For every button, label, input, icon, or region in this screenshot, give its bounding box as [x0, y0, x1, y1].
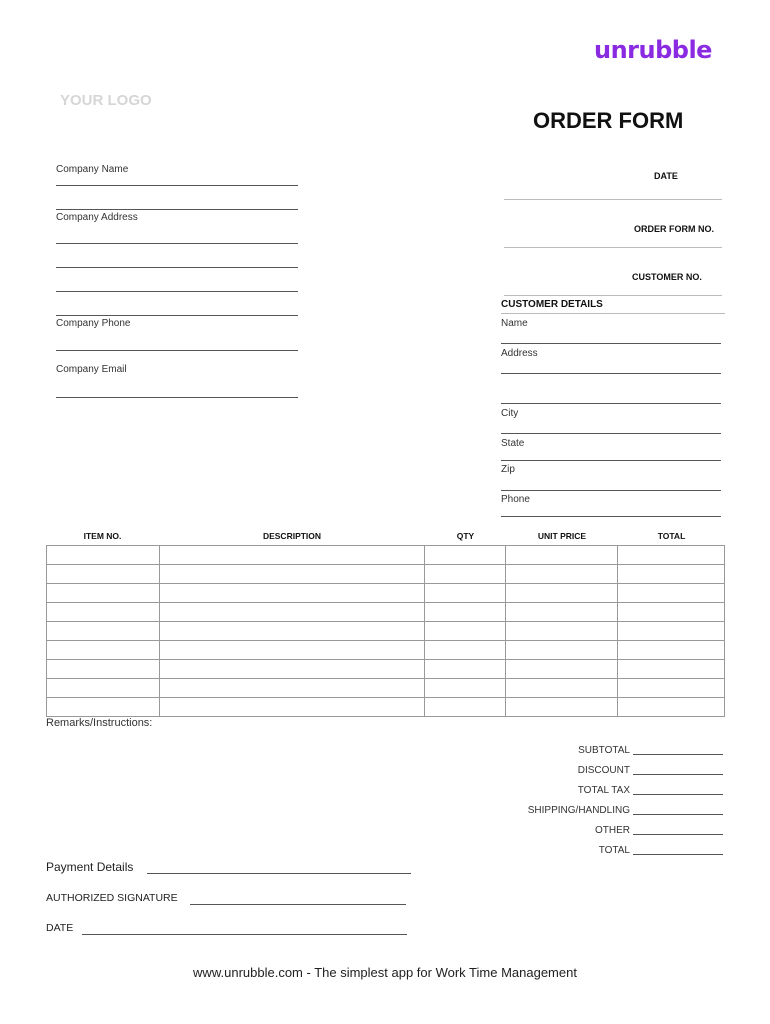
brand-logo: unrubble: [594, 36, 712, 64]
table-row: [47, 679, 725, 698]
table-cell[interactable]: [506, 603, 618, 622]
table-cell[interactable]: [159, 546, 425, 565]
table-cell[interactable]: [506, 565, 618, 584]
table-row: [47, 584, 725, 603]
table-row: [47, 660, 725, 679]
summary-row-shipping: [490, 800, 723, 820]
remarks-label: Remarks/Instructions:: [46, 717, 153, 729]
customer-state-label: State: [501, 438, 525, 449]
table-cell[interactable]: [618, 641, 725, 660]
payment-details-label: Payment Details: [46, 860, 134, 874]
company-address-line-4[interactable]: [56, 315, 298, 316]
table-row: [47, 622, 725, 641]
table-cell[interactable]: [618, 622, 725, 641]
page-title: ORDER FORM: [533, 108, 684, 133]
discount-line[interactable]: [633, 774, 723, 775]
customer-address-label: Address: [501, 348, 538, 359]
company-address-line-3[interactable]: [56, 291, 298, 292]
header-qty: QTY: [456, 531, 475, 541]
company-address-label: Company Address: [56, 212, 138, 223]
table-cell[interactable]: [618, 698, 725, 717]
bottom-date-line[interactable]: [82, 934, 407, 935]
table-row: [47, 546, 725, 565]
table-cell[interactable]: [159, 679, 425, 698]
customer-name-label: Name: [501, 318, 528, 329]
date-line[interactable]: [504, 199, 722, 200]
signature-line[interactable]: [190, 904, 406, 905]
company-phone-label: Company Phone: [56, 318, 131, 329]
table-cell[interactable]: [425, 584, 506, 603]
table-cell[interactable]: [159, 622, 425, 641]
table-cell[interactable]: [618, 584, 725, 603]
table-cell[interactable]: [47, 641, 160, 660]
table-cell[interactable]: [506, 584, 618, 603]
table-cell[interactable]: [618, 679, 725, 698]
table-cell[interactable]: [47, 698, 160, 717]
table-cell[interactable]: [506, 660, 618, 679]
customer-details-divider: [501, 313, 725, 314]
table-cell[interactable]: [425, 698, 506, 717]
table-cell[interactable]: [425, 641, 506, 660]
header-unit-price: UNIT PRICE: [537, 531, 587, 541]
company-address-line-1[interactable]: [56, 243, 298, 244]
total-line[interactable]: [633, 854, 723, 855]
table-cell[interactable]: [159, 565, 425, 584]
table-cell[interactable]: [47, 603, 160, 622]
items-table: [46, 545, 725, 717]
total-label: TOTAL: [598, 844, 630, 856]
table-cell[interactable]: [425, 679, 506, 698]
customer-city-line[interactable]: [501, 433, 721, 434]
table-cell[interactable]: [159, 698, 425, 717]
customer-state-line[interactable]: [501, 460, 721, 461]
customer-city-label: City: [501, 408, 519, 419]
summary-row-total: [490, 840, 723, 860]
table-cell[interactable]: [618, 660, 725, 679]
table-cell[interactable]: [506, 622, 618, 641]
customer-address-line-1[interactable]: [501, 373, 721, 374]
company-name-label: Company Name: [56, 164, 129, 175]
summary-row-discount: [490, 760, 723, 780]
order-no-line[interactable]: [504, 247, 722, 248]
company-name-line[interactable]: [56, 185, 298, 186]
subtotal-label: SUBTOTAL: [578, 744, 630, 756]
table-cell[interactable]: [506, 679, 618, 698]
table-cell[interactable]: [618, 603, 725, 622]
table-cell[interactable]: [425, 622, 506, 641]
summary-block: [490, 740, 723, 860]
customer-phone-label: Phone: [501, 494, 530, 505]
table-cell[interactable]: [47, 622, 160, 641]
customer-address-line-2[interactable]: [501, 403, 721, 404]
customer-phone-line[interactable]: [501, 516, 721, 517]
shipping-line[interactable]: [633, 814, 723, 815]
other-label: OTHER: [595, 824, 630, 836]
other-line[interactable]: [633, 834, 723, 835]
customer-zip-line[interactable]: [501, 490, 721, 491]
table-cell[interactable]: [47, 565, 160, 584]
table-cell[interactable]: [506, 641, 618, 660]
order-no-label: ORDER FORM NO.: [634, 224, 714, 234]
company-email-line[interactable]: [56, 397, 298, 398]
subtotal-line[interactable]: [633, 754, 723, 755]
summary-row-other: [490, 820, 723, 840]
summary-row-total-tax: [490, 780, 723, 800]
table-cell[interactable]: [425, 565, 506, 584]
table-cell[interactable]: [425, 546, 506, 565]
total-tax-label: TOTAL TAX: [577, 784, 630, 796]
table-row: [47, 565, 725, 584]
table-row: [47, 603, 725, 622]
table-cell[interactable]: [159, 603, 425, 622]
company-address-line-2[interactable]: [56, 267, 298, 268]
discount-label: DISCOUNT: [577, 764, 630, 776]
date-label: DATE: [654, 171, 678, 181]
summary-row-subtotal: [490, 740, 723, 760]
table-cell[interactable]: [47, 679, 160, 698]
table-cell[interactable]: [618, 565, 725, 584]
footer-text: www.unrubble.com - The simplest app for Work Time Management: [193, 965, 577, 980]
logo-placeholder: YOUR LOGO: [60, 92, 152, 109]
header-total: TOTAL: [657, 531, 686, 541]
table-cell[interactable]: [618, 546, 725, 565]
table-row: [47, 698, 725, 717]
table-cell[interactable]: [506, 698, 618, 717]
payment-details-line[interactable]: [147, 873, 411, 874]
customer-details-title: CUSTOMER DETAILS: [501, 299, 603, 310]
company-email-label: Company Email: [56, 364, 127, 375]
customer-zip-label: Zip: [501, 464, 515, 475]
table-cell[interactable]: [159, 584, 425, 603]
shipping-label: SHIPPING/HANDLING: [527, 804, 630, 816]
table-cell[interactable]: [425, 603, 506, 622]
table-cell[interactable]: [47, 660, 160, 679]
company-name-line-2[interactable]: [56, 209, 298, 210]
signature-label: AUTHORIZED SIGNATURE: [46, 892, 178, 904]
bottom-date-label: DATE: [46, 922, 74, 934]
customer-no-line[interactable]: [504, 295, 722, 296]
customer-name-line[interactable]: [501, 343, 721, 344]
company-phone-line[interactable]: [56, 350, 298, 351]
header-description: DESCRIPTION: [262, 531, 322, 541]
table-cell[interactable]: [47, 546, 160, 565]
table-cell[interactable]: [159, 641, 425, 660]
total-tax-line[interactable]: [633, 794, 723, 795]
table-cell[interactable]: [506, 546, 618, 565]
table-cell[interactable]: [159, 660, 425, 679]
customer-no-label: CUSTOMER NO.: [632, 272, 702, 282]
table-cell[interactable]: [425, 660, 506, 679]
table-cell[interactable]: [47, 584, 160, 603]
header-item-no: ITEM NO.: [83, 531, 122, 541]
table-row: [47, 641, 725, 660]
